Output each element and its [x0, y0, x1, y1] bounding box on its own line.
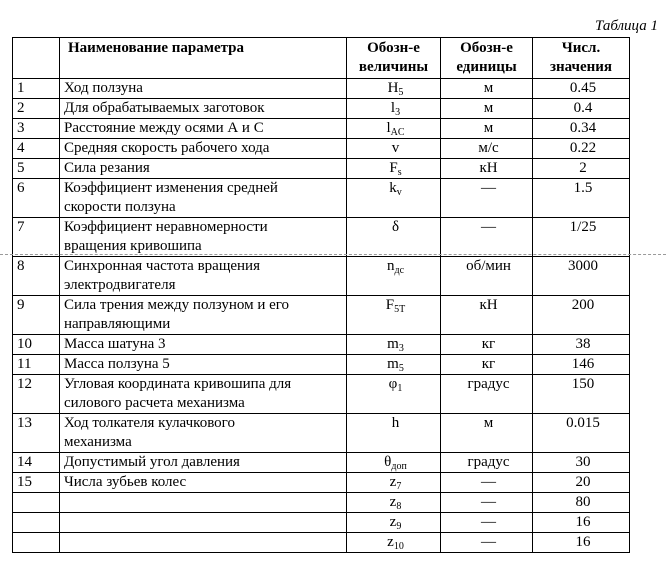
- table-row: [13, 119, 630, 139]
- parameter-name-line: Ход толкателя кулачкового: [64, 415, 235, 431]
- symbol-subscript: 5: [398, 363, 404, 374]
- row-number: [13, 533, 60, 553]
- parameter-symbol: [347, 139, 441, 159]
- page-break-line: [0, 254, 666, 255]
- parameter-name-line: Коэффициент изменения средней: [64, 180, 278, 196]
- parameter-name-line: Расстояние между осями А и С: [64, 120, 264, 136]
- parameter-value: 16: [533, 513, 630, 533]
- header-unit-line1: Обозн-е: [460, 40, 513, 56]
- parameter-name: [60, 99, 347, 119]
- parameter-value: 1/25: [533, 218, 630, 257]
- symbol-subscript: 3: [395, 107, 401, 118]
- parameter-name: [60, 533, 347, 553]
- header-value-line1: Числ.: [561, 40, 601, 56]
- parameter-unit: м: [441, 119, 533, 139]
- parameter-unit: м: [441, 414, 533, 453]
- symbol-main: F: [385, 297, 395, 313]
- table-row: [13, 139, 630, 159]
- parameter-value: 0.015: [533, 414, 630, 453]
- parameter-symbol: [347, 493, 441, 513]
- parameter-value: 0.34: [533, 119, 630, 139]
- symbol-subscript: 8: [396, 501, 402, 512]
- parameter-unit: —: [441, 218, 533, 257]
- parameter-symbol: [347, 119, 441, 139]
- parameter-unit: об/мин: [441, 257, 533, 296]
- row-number: 6: [13, 179, 60, 218]
- header-num: [13, 38, 60, 79]
- row-number: 12: [13, 375, 60, 414]
- symbol-subscript: 7: [396, 481, 402, 492]
- parameter-symbol: [347, 218, 441, 257]
- parameter-name-line: Угловая координата кривошипа для: [64, 376, 292, 392]
- table-row: [13, 513, 630, 533]
- parameter-symbol: [347, 159, 441, 179]
- symbol-subscript: 1: [397, 383, 403, 394]
- parameter-symbol: [347, 99, 441, 119]
- row-number: 10: [13, 335, 60, 355]
- parameter-unit: градус: [441, 375, 533, 414]
- parameter-name-line: Числа зубьев колес: [64, 474, 187, 490]
- parameter-symbol: [347, 355, 441, 375]
- parameter-name-line: электродвигателя: [64, 277, 176, 293]
- parameter-symbol: [347, 414, 441, 453]
- parameter-value: 0.22: [533, 139, 630, 159]
- parameter-symbol: [347, 473, 441, 493]
- parameter-unit: м: [441, 99, 533, 119]
- parameter-unit: —: [441, 493, 533, 513]
- table-row: [13, 533, 630, 553]
- row-number: 4: [13, 139, 60, 159]
- parameter-name-line: Коэффициент неравномерности: [64, 219, 268, 235]
- row-number: 1: [13, 79, 60, 99]
- parameter-unit: кН: [441, 296, 533, 335]
- parameter-name-line: Ход ползуна: [64, 80, 143, 96]
- parameter-symbol: [347, 513, 441, 533]
- parameter-unit: м: [441, 79, 533, 99]
- symbol-main: δ: [391, 219, 400, 235]
- parameter-name-line: силового расчета механизма: [64, 395, 245, 411]
- parameter-name-line: направляющими: [64, 316, 171, 332]
- symbol-main: z: [389, 514, 397, 530]
- parameter-symbol: [347, 296, 441, 335]
- parameters-table: [12, 37, 630, 553]
- parameter-unit: кН: [441, 159, 533, 179]
- header-name: Наименование параметра: [60, 38, 347, 79]
- table-row: [13, 355, 630, 375]
- table-row: [13, 375, 630, 414]
- parameter-unit: —: [441, 513, 533, 533]
- parameter-symbol: [347, 179, 441, 218]
- parameter-name-line: Средняя скорость рабочего хода: [64, 140, 270, 156]
- parameter-name-line: Масса шатуна 3: [64, 336, 166, 352]
- symbol-main: H: [387, 80, 399, 96]
- symbol-subscript: 10: [393, 541, 404, 552]
- row-number: 5: [13, 159, 60, 179]
- parameter-name: [60, 513, 347, 533]
- symbol-main: n: [386, 258, 395, 274]
- row-number: 9: [13, 296, 60, 335]
- parameter-name: [60, 355, 347, 375]
- parameter-symbol: [347, 453, 441, 473]
- symbol-main: m: [387, 356, 399, 372]
- header-symbol: [347, 38, 441, 79]
- parameter-value: 2: [533, 159, 630, 179]
- table-row: [13, 79, 630, 99]
- parameter-unit: градус: [441, 453, 533, 473]
- parameter-name: [60, 218, 347, 257]
- parameter-value: 16: [533, 533, 630, 553]
- header-value-line2: значения: [549, 59, 613, 75]
- symbol-main: θ: [384, 454, 392, 470]
- symbol-subscript: s: [397, 167, 402, 178]
- symbol-subscript: v: [396, 187, 402, 198]
- parameter-name: [60, 473, 347, 493]
- parameter-name-line: механизма: [64, 434, 132, 450]
- row-number: 3: [13, 119, 60, 139]
- parameter-value: 38: [533, 335, 630, 355]
- parameter-symbol: [347, 79, 441, 99]
- parameter-value: 0.45: [533, 79, 630, 99]
- table-row: [13, 159, 630, 179]
- parameter-name-line: Синхронная частота вращения: [64, 258, 260, 274]
- parameter-value: 0.4: [533, 99, 630, 119]
- table-row: [13, 218, 630, 257]
- table-row: [13, 414, 630, 453]
- symbol-main: v: [391, 140, 400, 156]
- symbol-main: z: [387, 534, 394, 550]
- symbol-main: k: [389, 180, 397, 196]
- table-row: [13, 453, 630, 473]
- parameter-unit: —: [441, 473, 533, 493]
- symbol-subscript: 3: [398, 343, 404, 354]
- row-number: 8: [13, 257, 60, 296]
- parameter-value: 3000: [533, 257, 630, 296]
- header-unit: [441, 38, 533, 79]
- parameter-name: [60, 335, 347, 355]
- symbol-main: z: [389, 494, 397, 510]
- table-row: [13, 473, 630, 493]
- parameter-symbol: [347, 375, 441, 414]
- parameter-value: 150: [533, 375, 630, 414]
- header-symbol-line1: Обозн-е: [367, 40, 420, 56]
- parameter-name: [60, 257, 347, 296]
- header-unit-line2: единицы: [456, 59, 517, 75]
- table-row: [13, 99, 630, 119]
- header-symbol-line2: величины: [358, 59, 429, 75]
- parameter-value: 146: [533, 355, 630, 375]
- parameter-name: [60, 414, 347, 453]
- parameter-name: [60, 139, 347, 159]
- symbol-subscript: дс: [394, 265, 405, 276]
- symbol-main: m: [387, 336, 399, 352]
- parameter-symbol: [347, 335, 441, 355]
- parameter-name: [60, 453, 347, 473]
- symbol-main: l: [386, 120, 391, 136]
- parameter-value: 30: [533, 453, 630, 473]
- parameter-name: [60, 493, 347, 513]
- row-number: 15: [13, 473, 60, 493]
- parameter-name-line: Для обрабатываемых заготовок: [64, 100, 265, 116]
- row-number: [13, 493, 60, 513]
- parameter-unit: —: [441, 533, 533, 553]
- row-number: 14: [13, 453, 60, 473]
- parameter-name-line: Масса ползуна 5: [64, 356, 170, 372]
- table-row: [13, 179, 630, 218]
- symbol-subscript: доп: [391, 461, 407, 472]
- row-number: 11: [13, 355, 60, 375]
- parameter-name: [60, 296, 347, 335]
- parameter-name-line: Допустимый угол давления: [64, 454, 240, 470]
- parameter-name-line: Сила трения между ползуном и его: [64, 297, 290, 313]
- symbol-subscript: AC: [390, 127, 405, 138]
- symbol-subscript: 9: [396, 521, 402, 532]
- parameter-name: [60, 119, 347, 139]
- table-row: [13, 296, 630, 335]
- row-number: 7: [13, 218, 60, 257]
- parameter-name: [60, 159, 347, 179]
- symbol-subscript: 5: [398, 87, 404, 98]
- symbol-main: z: [389, 474, 397, 490]
- table-caption: Таблица 1: [595, 18, 658, 34]
- table-row: [13, 335, 630, 355]
- parameter-value: 200: [533, 296, 630, 335]
- symbol-main: φ: [388, 376, 398, 392]
- symbol-subscript: 5T: [394, 304, 406, 315]
- parameter-symbol: [347, 257, 441, 296]
- parameter-name-line: Сила резания: [64, 160, 150, 176]
- row-number: 13: [13, 414, 60, 453]
- table-row: [13, 257, 630, 296]
- symbol-main: l: [390, 100, 396, 116]
- parameter-symbol: [347, 533, 441, 553]
- header-value: [533, 38, 630, 79]
- parameter-name-line: вращения кривошипа: [64, 238, 202, 254]
- table-row: [13, 493, 630, 513]
- parameter-name: [60, 179, 347, 218]
- parameter-name: [60, 375, 347, 414]
- symbol-main: F: [389, 160, 398, 176]
- parameter-unit: —: [441, 179, 533, 218]
- row-number: [13, 513, 60, 533]
- parameter-name-line: скорости ползуна: [64, 199, 176, 215]
- parameter-unit: кг: [441, 335, 533, 355]
- parameter-value: 80: [533, 493, 630, 513]
- parameter-value: 20: [533, 473, 630, 493]
- parameter-value: 1.5: [533, 179, 630, 218]
- table-header-row: [13, 38, 630, 79]
- symbol-main: h: [391, 415, 400, 431]
- row-number: 2: [13, 99, 60, 119]
- parameter-unit: кг: [441, 355, 533, 375]
- parameter-unit: м/с: [441, 139, 533, 159]
- parameter-name: [60, 79, 347, 99]
